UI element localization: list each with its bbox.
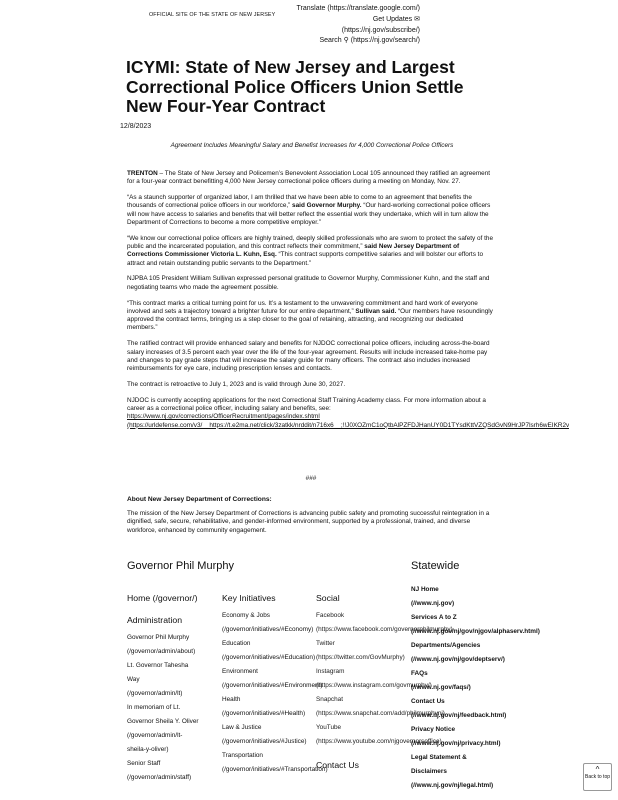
paragraph-6: The ratified contract will provide enhanced salary and benefits for NJDOC correctional police officers, including across-the-board salary increases of 3.5 percent each year over the life of the four-year agreement. Results will include increased take-home pay and changes to pay grade steps that will increase the salary guide for many officers. The contract also includes increased reimbursements for eye care, including prescription lenses and contacts. — [127, 340, 490, 373]
admin-item[interactable]: Lt. Governor Tahesha — [127, 662, 189, 669]
admin-item[interactable]: Governor Phil Murphy — [127, 634, 190, 641]
translate-link[interactable]: Translate (https://translate.google.com/) — [296, 5, 420, 12]
paragraph-1-text: – The State of New Jersey and Policemen’s Benevolent Association Local 105 announced they ratified an agreement for a four-year contract benefitting 4,000 New Jersey correctional police officers during a meeting on Monday, Nov. 27. — [127, 170, 491, 186]
admin-item[interactable]: (/governor/admin/staff) — [127, 774, 192, 781]
statewide-list — [411, 583, 601, 793]
quote-kuhn-cont: “This contract supports competitive salaries and will bolster our efforts to attract and retain outstanding public servants to the Department.” — [127, 251, 483, 267]
quote-sullivan: “This contract marks a critical turning point for us. It’s a testament to the unwavering commitment and hard work of everyone involved and sets a trajectory toward a brighter future for our entire department,” — [127, 299, 478, 315]
statewide-item[interactable]: Disclaimers — [411, 768, 447, 775]
quote-murphy: “As a staunch supporter of organized labor, I am thrilled that we have been able to come to an agreement that benefits the thousands of correctional police officers in our workforce,” — [127, 194, 472, 210]
get-updates-link[interactable] — [270, 15, 420, 26]
initiative-item[interactable]: (/governor/initiatives/#Transportation) — [222, 766, 328, 773]
attribution-murphy: said Governor Murphy. — [290, 202, 362, 210]
statewide-item[interactable]: Departments/Agencies — [411, 642, 481, 649]
page-title: ICYMI: State of New Jersey and Largest Correctional Police Officers Union Settle New Four-Year Contract — [126, 57, 464, 116]
social-item[interactable]: (https://twitter.com/GovMurphy) — [316, 654, 405, 661]
admin-item[interactable]: Way — [127, 676, 140, 683]
chevron-up-icon: ^ — [595, 765, 600, 774]
initiative-item[interactable]: Economy & Jobs — [222, 612, 270, 619]
social-item[interactable]: Twitter — [316, 640, 335, 647]
social-item[interactable]: (https://www.youtube.com/njgovernorsoffice) — [316, 738, 442, 745]
paragraph-1 — [127, 170, 495, 187]
admin-item[interactable]: sheila-y-oliver) — [127, 746, 169, 753]
recruitment-link[interactable]: https://www.nj.gov/corrections/OfficerRecruitment/pages/index.shtml — [127, 413, 320, 421]
statewide-item[interactable]: FAQs — [411, 670, 428, 677]
footer-key-initiatives-heading: Key Initiatives — [222, 593, 276, 603]
article-body — [127, 170, 570, 430]
paragraph-8-text: NJDOC is currently accepting applications for the next Correctional Staff Training Academy class. For more information about a career as a correctional police officer, including salary and benefits, see: — [127, 396, 486, 413]
initiative-item[interactable]: Law & Justice — [222, 724, 262, 731]
initiative-item[interactable]: Environment — [222, 668, 258, 675]
statewide-item[interactable]: (//www.nj.gov) — [411, 600, 455, 607]
admin-item[interactable]: (/governor/admin/lt) — [127, 690, 183, 697]
statewide-item[interactable]: (//www.nj.gov/nj/gov/njgov/alphaserv.html) — [411, 628, 540, 635]
admin-list — [127, 631, 222, 785]
initiative-item[interactable]: (/governor/initiatives/#Health) — [222, 710, 306, 717]
admin-item[interactable]: In memoriam of Lt. — [127, 704, 181, 711]
statewide-item[interactable]: Legal Statement & — [411, 754, 467, 761]
official-site-label: OFFICIAL SITE OF THE STATE OF NEW JERSEY — [149, 12, 276, 18]
paragraph-2 — [127, 194, 495, 227]
admin-item[interactable]: Governor Sheila Y. Oliver — [127, 718, 199, 725]
statewide-item[interactable]: (//www.nj.gov/nj/feedback.html) — [411, 712, 507, 719]
initiative-item[interactable]: (/governor/initiatives/#Education) — [222, 654, 316, 661]
admin-item[interactable]: (/governor/admin/about) — [127, 648, 196, 655]
social-item[interactable]: (https://www.snapchat.com/add/philmurphynj) — [316, 710, 445, 717]
admin-item[interactable]: (/governor/admin/lt- — [127, 732, 183, 739]
footer-governor-heading: Governor Phil Murphy — [127, 560, 234, 572]
social-item[interactable]: Instagram — [316, 668, 345, 675]
search-label: Search — [319, 37, 342, 45]
subscribe-url[interactable]: (https://nj.gov/subscribe/) — [341, 26, 420, 34]
paragraph-7: The contract is retroactive to July 1, 2023 and is valid through June 30, 2027. — [127, 380, 346, 388]
footer-contact-us-link[interactable]: Contact Us — [316, 760, 359, 770]
get-updates-label: Get Updates — [372, 15, 413, 23]
paragraph-8 — [127, 396, 570, 430]
social-item[interactable]: Snapchat — [316, 696, 344, 703]
statewide-item[interactable]: (//www.nj.gov/faqs/) — [411, 684, 471, 691]
quote-kuhn: “We know our correctional police officers are highly trained, deeply skilled professionals who are sworn to protect the safety of the public and the incarcerated population, and this contract reflects their commitment,” — [127, 234, 493, 251]
back-to-top-button[interactable] — [583, 763, 612, 791]
footer-social-heading: Social — [316, 593, 340, 603]
statewide-item[interactable]: (//www.nj.gov/nj/privacy.html) — [411, 740, 501, 747]
statewide-item[interactable]: Contact Us — [411, 698, 445, 705]
initiative-item[interactable]: Health — [222, 696, 241, 703]
attribution-sullivan: Sullivan said. — [353, 307, 397, 315]
footer-administration-heading: Administration — [127, 615, 183, 625]
quote-murphy-cont: “Our hard-working correctional police officers will now have access to salaries and benefits that will better reflect the essential work they undertake, which will in turn allow the Department of Corrections to become a more competitive employer.” — [127, 202, 491, 226]
attribution-kuhn: said New Jersey Department of Corrections Commissioner Victoria L. Kuhn, Esq. — [127, 243, 460, 259]
search-url: (https://nj.gov/search/) — [350, 37, 420, 45]
social-item[interactable]: YouTube — [316, 724, 342, 731]
statewide-item[interactable]: Privacy Notice — [411, 726, 456, 733]
urldefense-link[interactable]: (https://urldefense.com/v3/__https://t.e2ma.net/click/3zatkk/nrddit/n716x6__;!!J0XOZmC1oQtbAlPZFDJHanUY0D1TYsdKttVZQSdGvN9HrJP7lsrh6wEIKR2v — [127, 421, 570, 429]
paragraph-5 — [127, 300, 495, 333]
back-to-top-label: Back to top — [584, 774, 610, 780]
social-item[interactable]: Facebook — [316, 612, 345, 619]
statewide-item[interactable]: Services A to Z — [411, 614, 457, 621]
header-links — [270, 4, 420, 47]
initiative-item[interactable]: (/governor/initiatives/#Economy) — [222, 626, 314, 633]
paragraph-3 — [127, 235, 495, 268]
initiative-item[interactable]: Education — [222, 640, 251, 647]
publish-date: 12/8/2023 — [120, 123, 152, 130]
initiative-item[interactable]: (/governor/initiatives/#Justice) — [222, 738, 307, 745]
initiative-item[interactable]: Transportation — [222, 752, 263, 759]
quote-sullivan-cont: “Our members have resoundingly approved the contract terms, bringing us a step closer to the goal of retaining, attracting, and recognizing our dedicated members.” — [127, 307, 493, 332]
subtitle: Agreement Includes Meaningful Salary and Benefist Increases for 4,000 Correctional Police Officers — [170, 142, 454, 149]
about-heading: About New Jersey Department of Corrections: — [127, 496, 272, 503]
statewide-item[interactable]: (//www.nj.gov/nj/legal.html) — [411, 782, 494, 789]
search-link[interactable] — [270, 36, 420, 47]
footer-statewide-heading: Statewide — [411, 560, 460, 572]
envelope-icon: ✉ — [414, 15, 420, 23]
end-marker: ### — [305, 475, 317, 482]
social-item[interactable]: (https://www.facebook.com/governorphilmurphy) — [316, 626, 453, 633]
initiative-item[interactable]: (/governor/initiatives/#Environment) — [222, 682, 323, 689]
statewide-item[interactable]: NJ Home — [411, 586, 439, 593]
paragraph-4: NJPBA 105 President William Sullivan expressed personal gratitude to Governor Murphy, Commissioner Kuhn, and the staff and negotiating teams who made the agreement possible. — [127, 275, 490, 291]
admin-item[interactable]: Senior Staff — [127, 760, 161, 767]
search-icon: ⚲ — [343, 37, 349, 45]
dateline: TRENTON — [127, 170, 158, 177]
statewide-item[interactable]: (//www.nj.gov/nj/gov/deptserv/) — [411, 656, 505, 663]
footer-home-link[interactable]: Home (/governor/) — [127, 593, 198, 603]
social-item[interactable]: (https://www.instagram.com/govmurphy/) — [316, 682, 432, 689]
about-text: The mission of the New Jersey Department of Corrections is advancing public safety and promoting successful reintegration in a dignified, safe, secure, rehabilitative, and gender-informed environment, supported by a professional, trained, and diverse workforce, enhanced by community engagement. — [127, 510, 490, 534]
